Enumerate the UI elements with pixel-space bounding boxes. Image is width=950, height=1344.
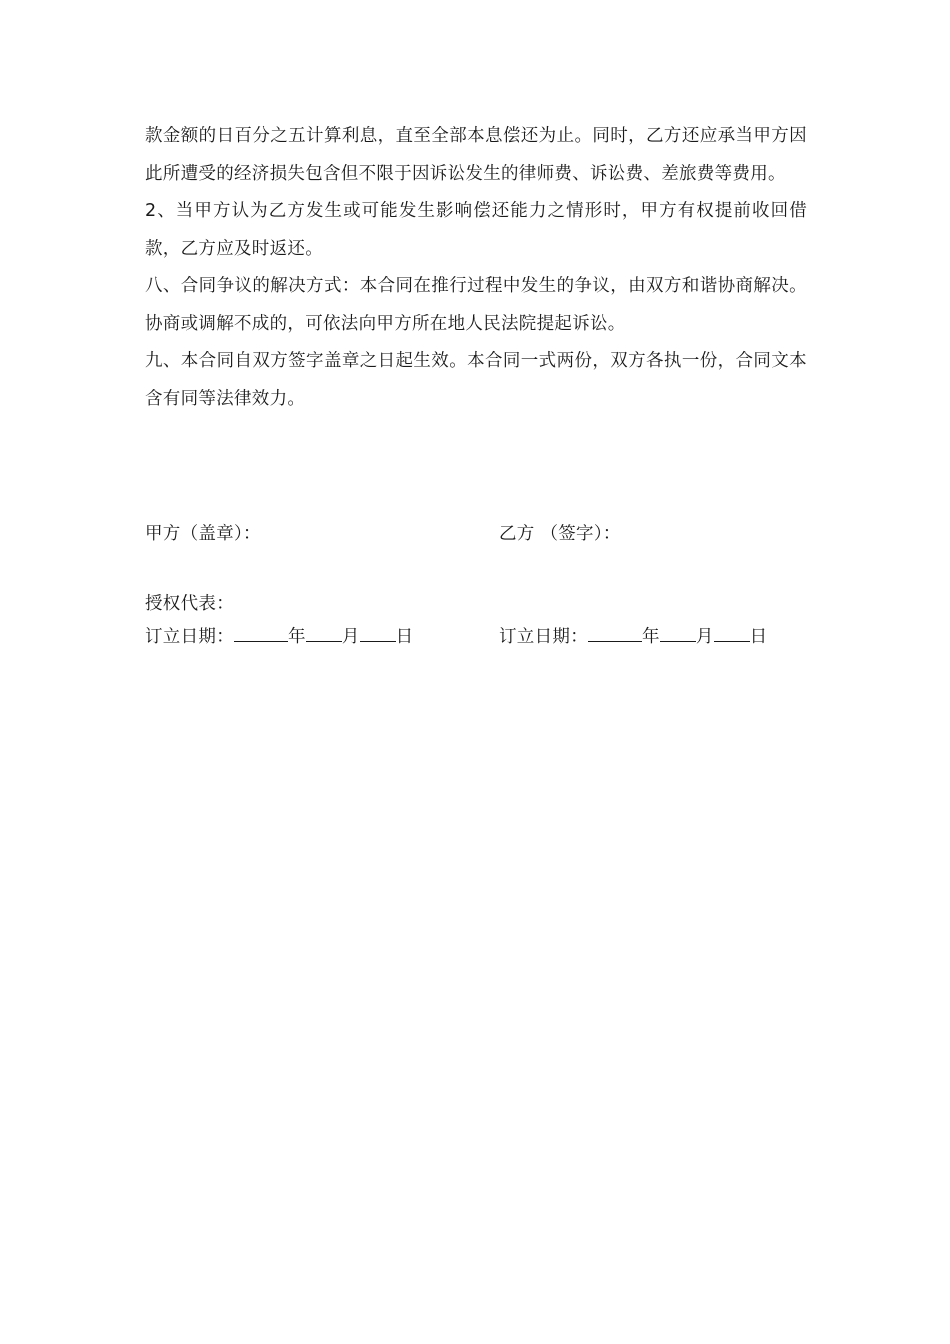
day-blank: [714, 625, 750, 642]
date-label: 订立日期：: [145, 627, 234, 647]
paragraph-dispute-resolution: 八、合同争议的解决方式：本合同在推行过程中发生的争议，由双方和谐协商解决。协商或调解不成的，可依法向甲方所在地人民法院提起诉讼。: [145, 276, 807, 334]
paragraph-interest-clause: 款金额的日百分之五计算利息，直至全部本息偿还为止。同时，乙方还应承当甲方因此所遭受的经济损失包含但不限于因诉讼发生的律师费、诉讼费、差旅费等费用。: [145, 126, 807, 184]
party-b-signature-label: 乙方 （签字）：: [499, 524, 621, 544]
party-a-seal-label: 甲方（盖章）：: [145, 524, 261, 544]
paragraph-early-recall-clause: 2、当甲方认为乙方发生或可能发生影响偿还能力之情形时，甲方有权提前收回借款，乙方应及时返还。: [145, 201, 807, 259]
date-label: 订立日期：: [499, 627, 588, 647]
year-blank: [588, 625, 642, 642]
month-blank: [660, 625, 696, 642]
contract-body: [145, 118, 807, 418]
authorized-representative-label: 授权代表：: [145, 594, 234, 614]
day-char: 日: [749, 627, 768, 647]
month-char: 月: [695, 627, 714, 647]
year-blank: [234, 625, 288, 642]
day-blank: [360, 625, 396, 642]
year-char: 年: [642, 627, 660, 647]
month-blank: [306, 625, 342, 642]
party-b-date-line: [499, 625, 767, 649]
month-char: 月: [341, 627, 360, 647]
paragraph-effectiveness: 九、本合同自双方签字盖章之日起生效。本合同一式两份，双方各执一份，合同文本含有同等法律效力。: [145, 351, 807, 409]
day-char: 日: [395, 627, 414, 647]
party-a-date-line: [145, 625, 413, 649]
year-char: 年: [288, 627, 306, 647]
